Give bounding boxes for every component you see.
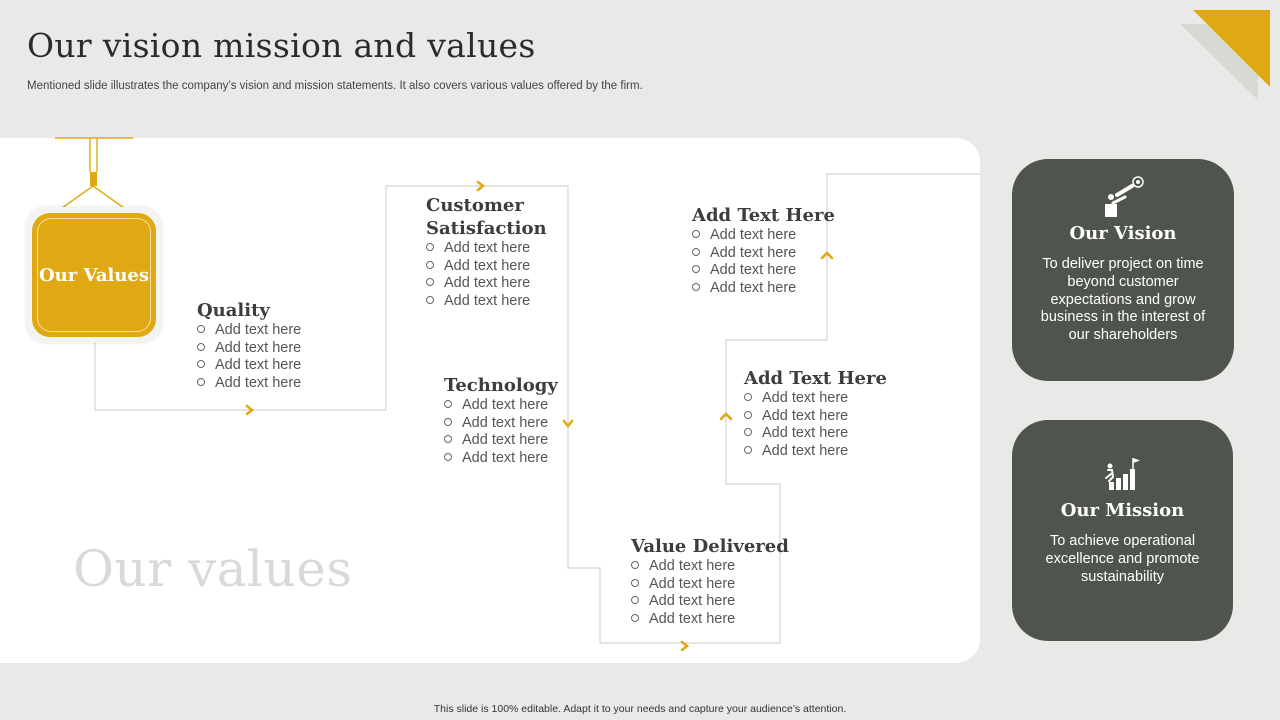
bullet-list xyxy=(692,227,835,297)
list-item: Add text here xyxy=(426,293,547,311)
corner-decoration xyxy=(1178,10,1270,102)
step-title xyxy=(426,194,547,240)
step-title: Value Delivered xyxy=(631,536,789,557)
footer-note: This slide is 100% editable. Adapt it to your needs and capture your audience’s attention. xyxy=(433,703,847,715)
step-title: Quality xyxy=(197,300,270,321)
list-item: Add text here xyxy=(426,275,547,293)
vision-description: To deliver project on time beyond customer expectations and grow business in the interest of our shareholders xyxy=(1040,256,1206,344)
bullet-list xyxy=(426,240,547,310)
bullet-list xyxy=(197,322,301,392)
watermark-text: Our values xyxy=(73,540,353,598)
list-item: Add text here xyxy=(631,611,789,629)
list-item: Add text here xyxy=(197,340,301,358)
list-item: Add text here xyxy=(692,245,835,263)
list-item: Add text here xyxy=(444,450,558,468)
step-title: Add Text Here xyxy=(744,368,887,389)
bullet-list xyxy=(631,558,789,628)
vision-title: Our Vision xyxy=(1069,223,1177,244)
list-item: Add text here xyxy=(631,558,789,576)
list-item: Add text here xyxy=(426,240,547,258)
list-item: Add text here xyxy=(692,280,835,298)
our-values-label: Our Values xyxy=(38,264,149,286)
our-values-badge xyxy=(26,207,162,343)
list-item: Add text here xyxy=(444,415,558,433)
list-item: Add text here xyxy=(744,443,887,461)
list-item: Add text here xyxy=(692,227,835,245)
list-item: Add text here xyxy=(744,408,887,426)
list-item: Add text here xyxy=(197,375,301,393)
list-item: Add text here xyxy=(744,425,887,443)
step-value-delivered xyxy=(631,535,789,628)
list-item: Add text here xyxy=(197,322,301,340)
list-item: Add text here xyxy=(692,262,835,280)
page-subtitle: Mentioned slide illustrates the company’s vision and mission statements. It also covers various values offered by the firm. xyxy=(27,80,643,92)
step-quality xyxy=(197,299,301,392)
mission-card xyxy=(1012,420,1233,641)
step-technology xyxy=(444,374,558,467)
step-title-line: Customer xyxy=(426,195,524,216)
bullet-list xyxy=(444,397,558,467)
stairs-flag-icon xyxy=(1103,454,1143,494)
step-title: Add Text Here xyxy=(692,205,835,226)
step-customer-satisfaction xyxy=(426,194,547,310)
step-title: Technology xyxy=(444,375,558,396)
list-item: Add text here xyxy=(744,390,887,408)
list-item: Add text here xyxy=(631,576,789,594)
step-add-text-upper xyxy=(692,204,835,297)
step-title-line: Satisfaction xyxy=(426,218,547,239)
list-item: Add text here xyxy=(444,397,558,415)
mission-title: Our Mission xyxy=(1060,500,1185,521)
list-item: Add text here xyxy=(444,432,558,450)
page-title: Our vision mission and values xyxy=(27,26,536,65)
bullet-list xyxy=(744,390,887,460)
list-item: Add text here xyxy=(197,357,301,375)
list-item: Add text here xyxy=(426,258,547,276)
list-item: Add text here xyxy=(631,593,789,611)
mission-description: To achieve operational excellence and promote sustainability xyxy=(1045,533,1200,585)
vision-card xyxy=(1012,159,1234,381)
step-add-text-lower xyxy=(744,367,887,460)
telescope-icon xyxy=(1099,173,1147,217)
